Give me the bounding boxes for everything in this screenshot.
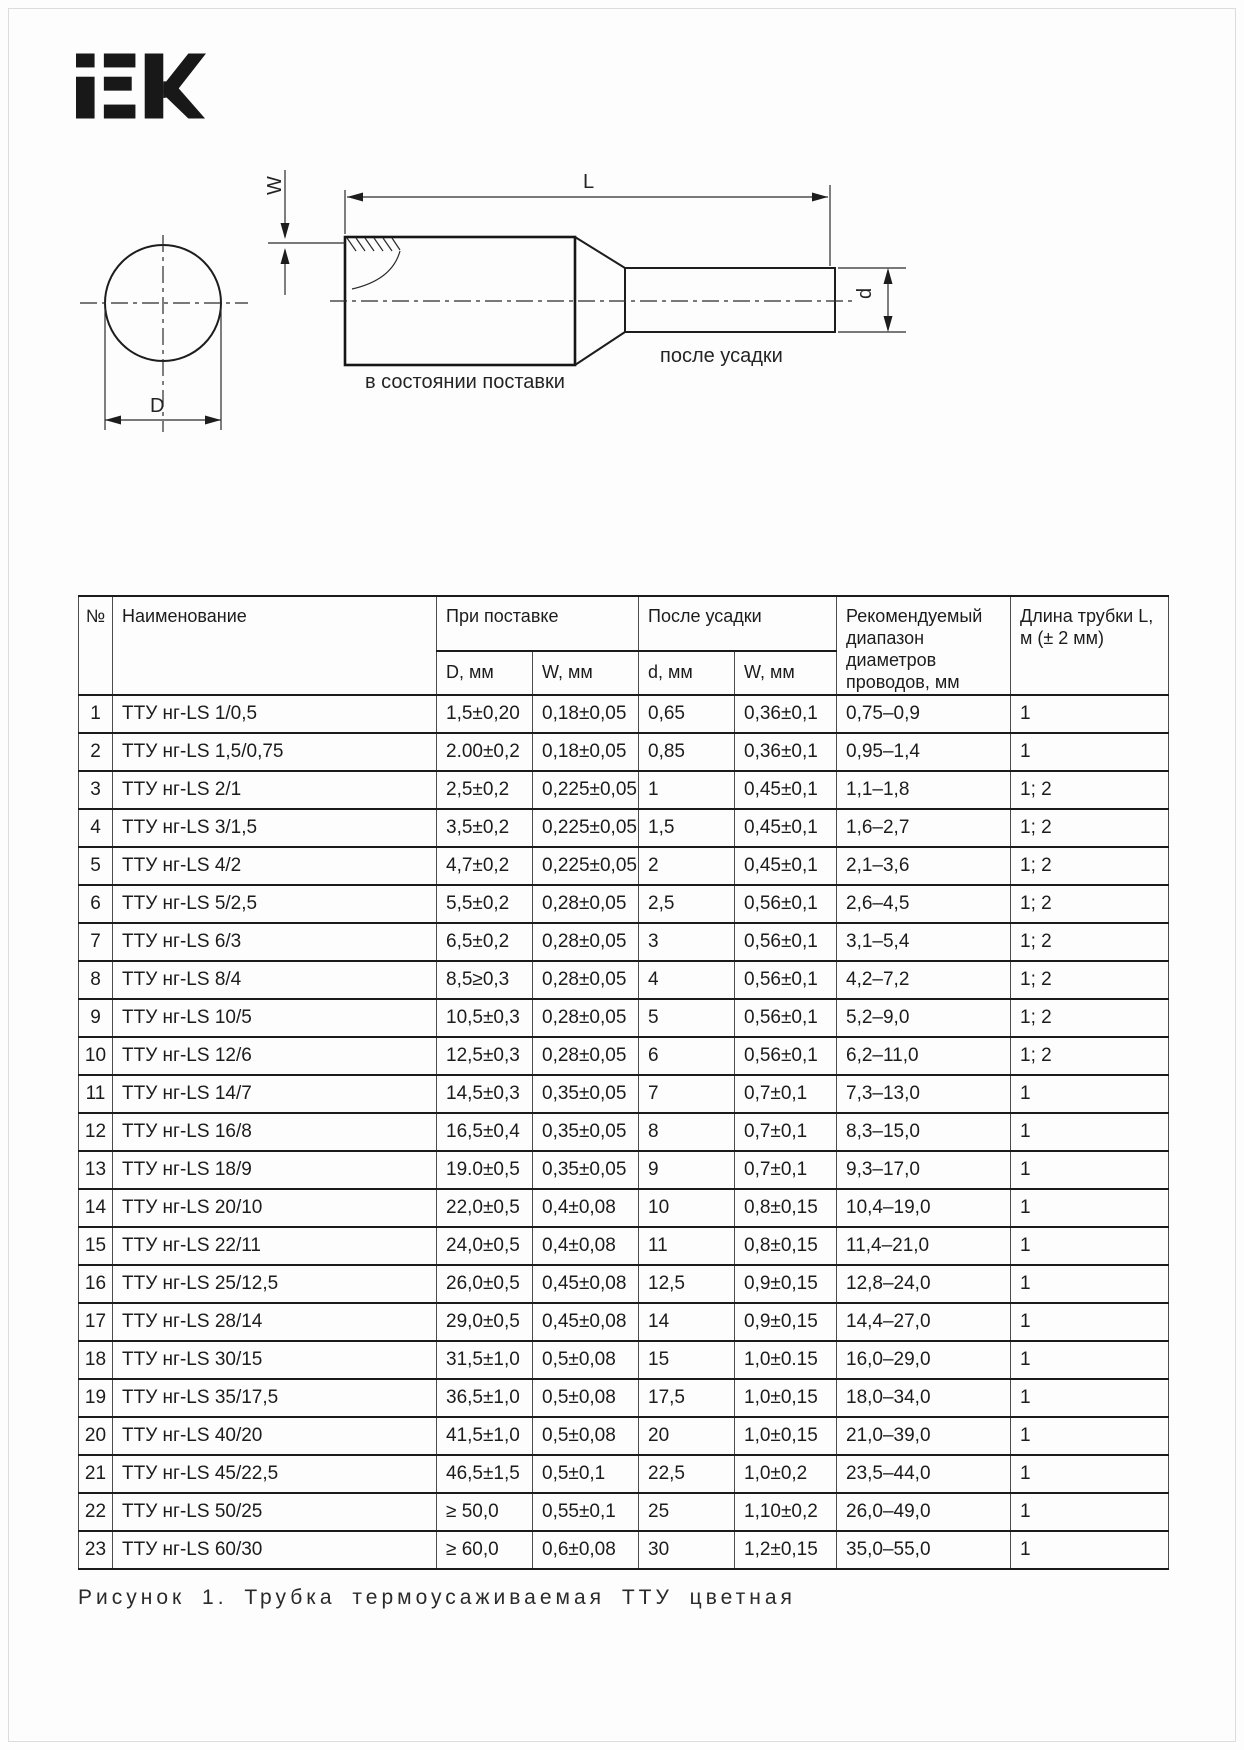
table-cell: 0,225±0,05 <box>533 809 639 847</box>
table-cell: 4 <box>639 961 735 999</box>
table-cell: 1 <box>1011 1531 1169 1569</box>
table-cell: 1 <box>1011 1493 1169 1531</box>
table-cell: 1,0±0,2 <box>735 1455 837 1493</box>
table-cell: 0,225±0,05 <box>533 771 639 809</box>
table-cell: 1 <box>1011 695 1169 733</box>
table-cell: 22 <box>79 1493 113 1531</box>
table-cell: 14 <box>79 1189 113 1227</box>
table-row <box>79 1189 1169 1227</box>
table-cell: 0,56±0,1 <box>735 923 837 961</box>
table-row <box>79 733 1169 771</box>
table-cell: ТТУ нг-LS 30/15 <box>113 1341 437 1379</box>
table-cell: 4,7±0,2 <box>437 847 533 885</box>
table-cell: 1 <box>1011 1455 1169 1493</box>
table-cell: 0,45±0,08 <box>533 1265 639 1303</box>
table-cell: 0,7±0,1 <box>735 1075 837 1113</box>
table-row <box>79 1151 1169 1189</box>
table-cell: 0,28±0,05 <box>533 1037 639 1075</box>
table-cell: 31,5±1,0 <box>437 1341 533 1379</box>
table-cell: 10,4–19,0 <box>837 1189 1011 1227</box>
table-cell: 19 <box>79 1379 113 1417</box>
table-cell: 18 <box>79 1341 113 1379</box>
delivery-state-label: в состоянии поставки <box>365 371 565 393</box>
table-cell: 19.0±0,5 <box>437 1151 533 1189</box>
table-row <box>79 1113 1169 1151</box>
table-cell: 36,5±1,0 <box>437 1379 533 1417</box>
table-cell: 17,5 <box>639 1379 735 1417</box>
table-cell: 1,5 <box>639 809 735 847</box>
table-cell: 1; 2 <box>1011 847 1169 885</box>
table-cell: 0,45±0,1 <box>735 847 837 885</box>
table-cell: 6,2–11,0 <box>837 1037 1011 1075</box>
table-cell: 3 <box>79 771 113 809</box>
tube-dimension-diagram <box>0 140 1000 470</box>
table-cell: ТТУ нг-LS 18/9 <box>113 1151 437 1189</box>
spec-table-container <box>78 595 1169 1570</box>
table-cell: 1 <box>1011 1113 1169 1151</box>
table-cell: 1; 2 <box>1011 771 1169 809</box>
table-cell: 9 <box>639 1151 735 1189</box>
figure-caption: Рисунок 1. Трубка термоусаживаемая ТТУ цветная <box>78 1586 796 1609</box>
table-cell: ТТУ нг-LS 35/17,5 <box>113 1379 437 1417</box>
table-cell: 2,5±0,2 <box>437 771 533 809</box>
table-row <box>79 1379 1169 1417</box>
table-cell: 30 <box>639 1531 735 1569</box>
iek-logo-icon <box>76 50 206 122</box>
table-cell: 16 <box>79 1265 113 1303</box>
table-cell: 6 <box>79 885 113 923</box>
table-cell: 25 <box>639 1493 735 1531</box>
table-cell: ТТУ нг-LS 4/2 <box>113 847 437 885</box>
table-cell: 1,6–2,7 <box>837 809 1011 847</box>
table-cell: 0,56±0,1 <box>735 961 837 999</box>
table-cell: 15 <box>79 1227 113 1265</box>
table-cell: 1 <box>1011 1303 1169 1341</box>
table-cell: 5 <box>79 847 113 885</box>
table-cell: 7 <box>639 1075 735 1113</box>
table-cell: ТТУ нг-LS 50/25 <box>113 1493 437 1531</box>
table-cell: 0,56±0,1 <box>735 999 837 1037</box>
table-cell: ТТУ нг-LS 60/30 <box>113 1531 437 1569</box>
table-cell: 0,8±0,15 <box>735 1227 837 1265</box>
table-cell: 1,0±0.15 <box>735 1341 837 1379</box>
table-cell: 8,3–15,0 <box>837 1113 1011 1151</box>
table-cell: 16,0–29,0 <box>837 1341 1011 1379</box>
table-cell: 4,2–7,2 <box>837 961 1011 999</box>
table-cell: ≥ 50,0 <box>437 1493 533 1531</box>
table-cell: 0,28±0,05 <box>533 923 639 961</box>
table-cell: 14,5±0,3 <box>437 1075 533 1113</box>
table-cell: 21 <box>79 1455 113 1493</box>
table-row <box>79 1227 1169 1265</box>
table-cell: ТТУ нг-LS 12/6 <box>113 1037 437 1075</box>
table-cell: ТТУ нг-LS 5/2,5 <box>113 885 437 923</box>
table-row <box>79 961 1169 999</box>
table-cell: 9 <box>79 999 113 1037</box>
table-cell: 21,0–39,0 <box>837 1417 1011 1455</box>
table-row <box>79 923 1169 961</box>
table-cell: ТТУ нг-LS 22/11 <box>113 1227 437 1265</box>
table-cell: 0,35±0,05 <box>533 1151 639 1189</box>
table-cell: ТТУ нг-LS 14/7 <box>113 1075 437 1113</box>
table-cell: 1,2±0,15 <box>735 1531 837 1569</box>
col-header-name: Наименование <box>113 596 437 695</box>
col-header-d-mm: d, мм <box>639 651 735 695</box>
table-cell: 1 <box>1011 1417 1169 1455</box>
table-cell: 1; 2 <box>1011 999 1169 1037</box>
table-cell: 3 <box>639 923 735 961</box>
table-cell: 1 <box>1011 1189 1169 1227</box>
table-cell: 1 <box>1011 1265 1169 1303</box>
table-row <box>79 1037 1169 1075</box>
table-cell: 1 <box>1011 1151 1169 1189</box>
table-cell: 2,5 <box>639 885 735 923</box>
col-header-W-mm: W, мм <box>533 651 639 695</box>
table-cell: 18,0–34,0 <box>837 1379 1011 1417</box>
table-cell: 20 <box>79 1417 113 1455</box>
table-cell: 23 <box>79 1531 113 1569</box>
table-cell: ТТУ нг-LS 45/22,5 <box>113 1455 437 1493</box>
table-cell: 8 <box>639 1113 735 1151</box>
table-cell: 23,5–44,0 <box>837 1455 1011 1493</box>
table-cell: 5 <box>639 999 735 1037</box>
table-cell: 26,0±0,5 <box>437 1265 533 1303</box>
table-cell: 0,4±0,08 <box>533 1227 639 1265</box>
table-cell: 0,35±0,05 <box>533 1113 639 1151</box>
table-body <box>79 695 1169 1569</box>
table-cell: 0,7±0,1 <box>735 1151 837 1189</box>
dim-label-D: D <box>150 395 165 417</box>
table-cell: 24,0±0,5 <box>437 1227 533 1265</box>
table-row <box>79 1531 1169 1569</box>
table-cell: 0,55±0,1 <box>533 1493 639 1531</box>
table-cell: 10 <box>79 1037 113 1075</box>
table-row <box>79 1303 1169 1341</box>
table-cell: 10,5±0,3 <box>437 999 533 1037</box>
table-cell: 0,85 <box>639 733 735 771</box>
table-cell: 26,0–49,0 <box>837 1493 1011 1531</box>
col-header-w2-mm: W, мм <box>735 651 837 695</box>
table-cell: 0,28±0,05 <box>533 885 639 923</box>
table-cell: 2 <box>79 733 113 771</box>
table-cell: 35,0–55,0 <box>837 1531 1011 1569</box>
table-row <box>79 1075 1169 1113</box>
table-row <box>79 809 1169 847</box>
table-cell: 3,1–5,4 <box>837 923 1011 961</box>
table-cell: 12,5 <box>639 1265 735 1303</box>
table-cell: 41,5±1,0 <box>437 1417 533 1455</box>
table-cell: 0,9±0,15 <box>735 1265 837 1303</box>
table-cell: 0,225±0,05 <box>533 847 639 885</box>
table-cell: 0,18±0,05 <box>533 695 639 733</box>
table-cell: 22,5 <box>639 1455 735 1493</box>
table-cell: ТТУ нг-LS 28/14 <box>113 1303 437 1341</box>
table-cell: 1 <box>639 771 735 809</box>
table-cell: 0,45±0,1 <box>735 809 837 847</box>
table-header-row <box>79 596 1169 651</box>
table-cell: ТТУ нг-LS 3/1,5 <box>113 809 437 847</box>
table-cell: 1,0±0,15 <box>735 1379 837 1417</box>
table-cell: 0,65 <box>639 695 735 733</box>
table-cell: 1 <box>79 695 113 733</box>
dim-label-L: L <box>583 171 595 193</box>
table-cell: 5,2–9,0 <box>837 999 1011 1037</box>
table-cell: 11 <box>639 1227 735 1265</box>
table-cell: 1,5±0,20 <box>437 695 533 733</box>
table-cell: ТТУ нг-LS 16/8 <box>113 1113 437 1151</box>
table-cell: ТТУ нг-LS 40/20 <box>113 1417 437 1455</box>
table-cell: 11,4–21,0 <box>837 1227 1011 1265</box>
table-cell: ТТУ нг-LS 8/4 <box>113 961 437 999</box>
table-cell: 9,3–17,0 <box>837 1151 1011 1189</box>
table-cell: 0,45±0,1 <box>735 771 837 809</box>
table-cell: 6,5±0,2 <box>437 923 533 961</box>
after-shrink-label: после усадки <box>660 345 783 367</box>
table-cell: 7 <box>79 923 113 961</box>
col-header-recommended-range: Рекомендуемый диапазон диаметров проводов, мм <box>837 596 1011 695</box>
table-cell: 0,36±0,1 <box>735 733 837 771</box>
table-cell: ≥ 60,0 <box>437 1531 533 1569</box>
col-header-num: № <box>79 596 113 695</box>
table-cell: 0,5±0,08 <box>533 1379 639 1417</box>
dim-label-d: d <box>854 287 876 299</box>
table-cell: 1 <box>1011 1341 1169 1379</box>
table-cell: 0,75–0,9 <box>837 695 1011 733</box>
table-cell: 12,5±0,3 <box>437 1037 533 1075</box>
table-cell: 0,35±0,05 <box>533 1075 639 1113</box>
table-cell: 20 <box>639 1417 735 1455</box>
col-header-D-mm: D, мм <box>437 651 533 695</box>
table-cell: 1; 2 <box>1011 885 1169 923</box>
table-cell: 10 <box>639 1189 735 1227</box>
table-cell: 1,1–1,8 <box>837 771 1011 809</box>
table-cell: 8,5≥0,3 <box>437 961 533 999</box>
table-cell: 0,45±0,08 <box>533 1303 639 1341</box>
table-row <box>79 1455 1169 1493</box>
table-cell: ТТУ нг-LS 1,5/0,75 <box>113 733 437 771</box>
table-cell: 7,3–13,0 <box>837 1075 1011 1113</box>
table-cell: 2 <box>639 847 735 885</box>
table-cell: ТТУ нг-LS 1/0,5 <box>113 695 437 733</box>
table-cell: 1; 2 <box>1011 961 1169 999</box>
table-cell: 1 <box>1011 1075 1169 1113</box>
table-row <box>79 1265 1169 1303</box>
table-cell: 0,36±0,1 <box>735 695 837 733</box>
col-header-tube-length: Длина трубки L, м (± 2 мм) <box>1011 596 1169 695</box>
table-cell: 0,95–1,4 <box>837 733 1011 771</box>
table-cell: 46,5±1,5 <box>437 1455 533 1493</box>
table-cell: 0,9±0,15 <box>735 1303 837 1341</box>
table-cell: 6 <box>639 1037 735 1075</box>
table-cell: 0,18±0,05 <box>533 733 639 771</box>
table-cell: 0,7±0,1 <box>735 1113 837 1151</box>
table-cell: 13 <box>79 1151 113 1189</box>
table-cell: 8 <box>79 961 113 999</box>
table-cell: 2.00±0,2 <box>437 733 533 771</box>
col-header-after-shrink: После усадки <box>639 596 837 651</box>
table-row <box>79 999 1169 1037</box>
table-cell: 0,8±0,15 <box>735 1189 837 1227</box>
table-cell: 0,5±0,08 <box>533 1341 639 1379</box>
table-cell: ТТУ нг-LS 25/12,5 <box>113 1265 437 1303</box>
table-cell: 2,6–4,5 <box>837 885 1011 923</box>
table-cell: ТТУ нг-LS 10/5 <box>113 999 437 1037</box>
table-cell: 1; 2 <box>1011 809 1169 847</box>
table-cell: 5,5±0,2 <box>437 885 533 923</box>
table-cell: 0,28±0,05 <box>533 961 639 999</box>
table-cell: 0,28±0,05 <box>533 999 639 1037</box>
table-cell: 1; 2 <box>1011 923 1169 961</box>
table-cell: 12 <box>79 1113 113 1151</box>
table-row <box>79 1493 1169 1531</box>
table-cell: 1 <box>1011 1227 1169 1265</box>
table-cell: 0,5±0,08 <box>533 1417 639 1455</box>
table-cell: 3,5±0,2 <box>437 809 533 847</box>
table-cell: 14,4–27,0 <box>837 1303 1011 1341</box>
table-cell: 29,0±0,5 <box>437 1303 533 1341</box>
table-cell: 15 <box>639 1341 735 1379</box>
table-cell: 14 <box>639 1303 735 1341</box>
table-cell: 22,0±0,5 <box>437 1189 533 1227</box>
table-row <box>79 885 1169 923</box>
table-cell: 16,5±0,4 <box>437 1113 533 1151</box>
table-row <box>79 695 1169 733</box>
table-cell: 1,0±0,15 <box>735 1417 837 1455</box>
table-cell: 0,4±0,08 <box>533 1189 639 1227</box>
table-cell: 1 <box>1011 733 1169 771</box>
table-cell: 4 <box>79 809 113 847</box>
table-cell: 12,8–24,0 <box>837 1265 1011 1303</box>
table-cell: 1; 2 <box>1011 1037 1169 1075</box>
table-cell: 0,6±0,08 <box>533 1531 639 1569</box>
table-row <box>79 1417 1169 1455</box>
table-cell: ТТУ нг-LS 20/10 <box>113 1189 437 1227</box>
table-cell: ТТУ нг-LS 2/1 <box>113 771 437 809</box>
table-row <box>79 1341 1169 1379</box>
table-cell: 2,1–3,6 <box>837 847 1011 885</box>
table-cell: 0,56±0,1 <box>735 1037 837 1075</box>
dim-label-W: W <box>264 176 286 195</box>
table-cell: ТТУ нг-LS 6/3 <box>113 923 437 961</box>
table-cell: 1 <box>1011 1379 1169 1417</box>
col-header-at-delivery: При поставке <box>437 596 639 651</box>
table-cell: 0,5±0,1 <box>533 1455 639 1493</box>
table-row <box>79 771 1169 809</box>
table-row <box>79 847 1169 885</box>
table-cell: 1,10±0,2 <box>735 1493 837 1531</box>
table-cell: 11 <box>79 1075 113 1113</box>
table-cell: 0,56±0,1 <box>735 885 837 923</box>
table-cell: 17 <box>79 1303 113 1341</box>
spec-table <box>78 595 1169 1570</box>
